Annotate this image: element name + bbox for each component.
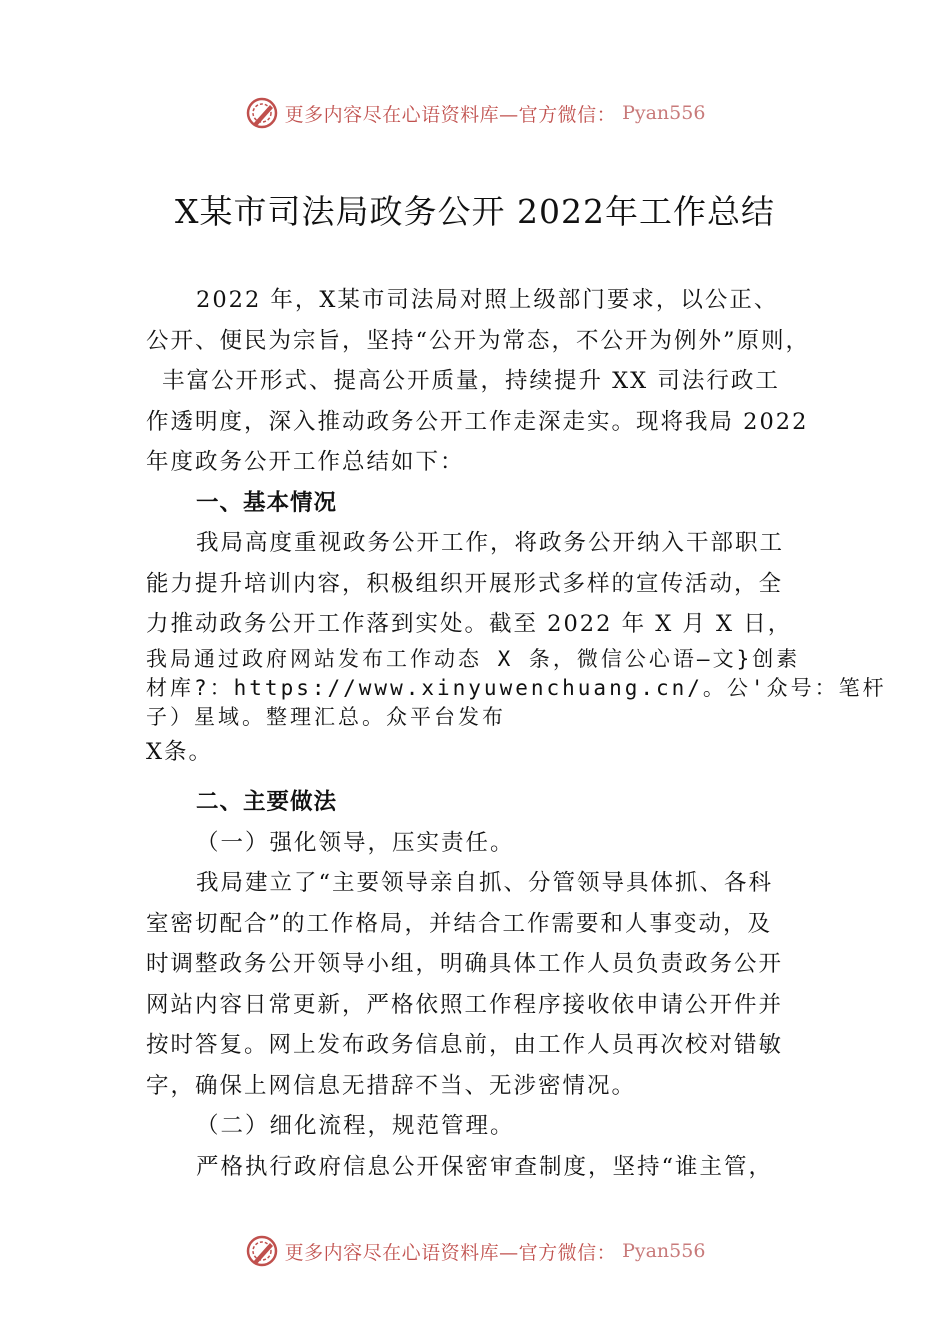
paragraph-line: X条。: [146, 738, 214, 765]
watermark-wechat-id: Pyan556: [622, 1240, 706, 1262]
paragraph-line: 力推动政务公开工作落到实处。截至 2022 年 X 月 X 日，: [146, 611, 793, 637]
paragraph-line: 丰富公开形式、提高公开质量，持续提升 XX 司法行政工: [162, 368, 780, 394]
paragraph-line: 年度政务公开工作总结如下：: [146, 449, 465, 475]
subsection-heading: （二）细化流程，规范管理。: [196, 1113, 515, 1139]
paragraph-line: 2022 年，X某市司法局对照上级部门要求，以公正、: [196, 287, 779, 313]
paragraph-line: 公开、便民为宗旨，坚持“公开为常态，不公开为例外”原则，: [146, 327, 811, 354]
pen-logo-icon: [245, 96, 279, 130]
subsection-heading: （一）强化领导，压实责任。: [196, 829, 515, 856]
paragraph-line: 字，确保上网信息无措辞不当、无涉密情况。: [146, 1072, 637, 1099]
paragraph-line: 材库?：https://www.xinyuwenchuang.cn/。公'众号：笔杆: [146, 675, 887, 700]
paragraph-line: 时调整政务公开领导小组，明确具体工作人员负责政务公开: [146, 951, 784, 977]
paragraph-line: 我局通过政府网站发布工作动态 X 条，微信公心语—文}创素: [146, 646, 801, 671]
page-title: X某市司法局政务公开 2022年工作总结: [175, 192, 775, 231]
pen-logo-icon: [245, 1234, 279, 1268]
section-heading: 二、主要做法: [196, 789, 338, 815]
section-heading: 一、基本情况: [196, 489, 338, 516]
watermark-banner-top: [0, 96, 950, 130]
paragraph-line: 我局高度重视政务公开工作，将政务公开纳入干部职工: [196, 530, 785, 556]
paragraph-line: 能力提升培训内容，积极组织开展形式多样的宣传活动，全: [146, 570, 784, 597]
paragraph-line: 我局建立了“主要领导亲自抓、分管领导具体抓、各科: [196, 870, 774, 896]
paragraph-line: 按时答复。网上发布政务信息前，由工作人员再次校对错敏: [146, 1032, 784, 1058]
watermark-text: 更多内容尽在心语资料库—官方微信：: [284, 1241, 617, 1264]
paragraph-line: 网站内容日常更新，严格依照工作程序接收依申请公开件并: [146, 991, 784, 1018]
watermark-text: 更多内容尽在心语资料库—官方微信：: [284, 103, 617, 126]
paragraph-line: 严格执行政府信息公开保密审查制度，坚持“谁主管，: [196, 1153, 774, 1180]
paragraph-line: 室密切配合”的工作格局，并结合工作需要和人事变动，及: [146, 910, 773, 937]
paragraph-line: 作透明度，深入推动政务公开工作走深走实。现将我局 2022: [146, 408, 809, 435]
watermark-banner-bottom: [0, 1234, 950, 1268]
paragraph-line: 子）星域。整理汇总。众平台发布: [146, 704, 506, 729]
watermark-wechat-id: Pyan556: [622, 102, 706, 124]
document-body: [146, 280, 887, 1187]
